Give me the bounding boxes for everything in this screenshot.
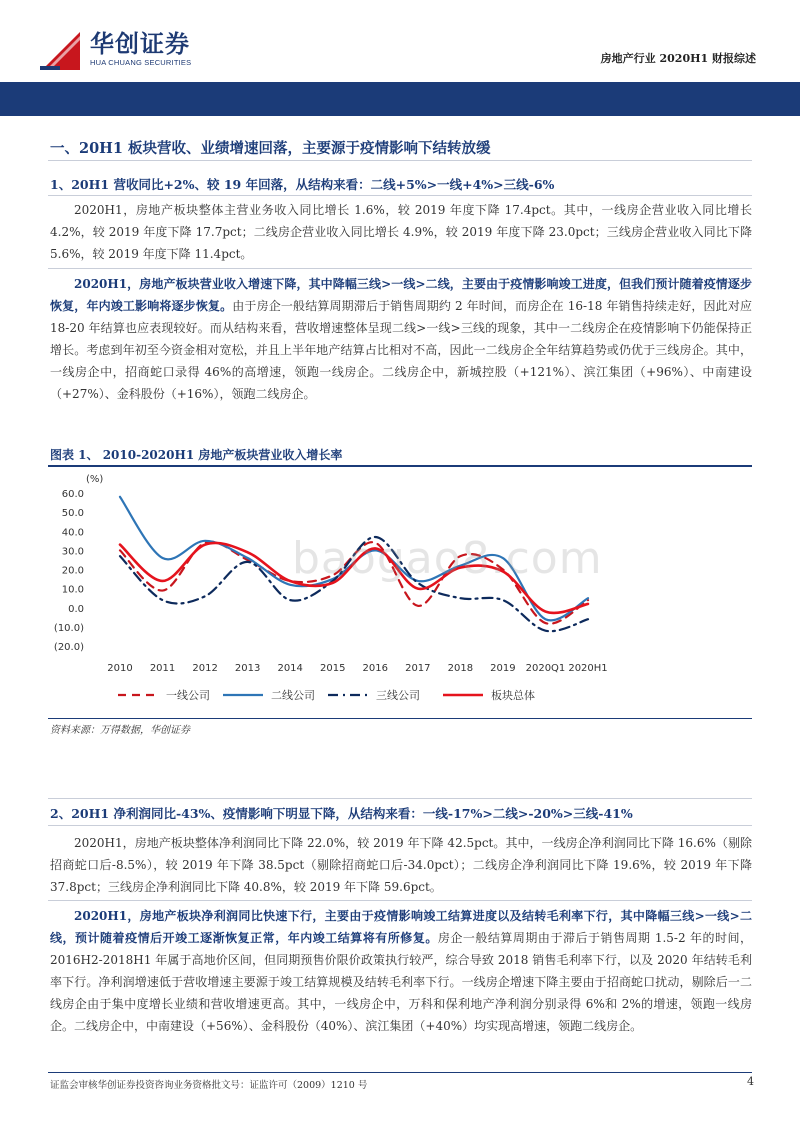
section-divider bbox=[48, 160, 752, 161]
subsection-title-profit: 2、20H1 净利润同比-43%、疫情影响下明显下降，从结构来看：一线-17%>二线>-20%>三线-41% bbox=[50, 806, 633, 821]
paragraph-profit-2-body: 房企一般结算周期由于滞后于销售周期 1.5-2 年的时间，2016H2-2018H1 年属于高地价区间，但同期预售价限价政策执行较严，综合导致 2018 销售毛利率下行，以及 2020 年结转毛利率下行。净利润增速低于营收增速主要源于竣工结算规模及结转毛利率下行。一线房企增速下降主要由于招商蛇口扰动，剔除后一二线房企由于集中度增长业绩和营收增速更高。其中，一线房企中，万科和保利地产净利润分别录得 6%和 2%的增速，领跑一线房企。二线房企中，中南建设（+56%）、金科股份（40%）、滨江集团（+40%）均实现高增速，领跑二线房企。 bbox=[50, 931, 752, 1033]
paragraph-profit-2-highlight: 2020H1，房地产板块净利润同比快速下行，主要由于疫情影响竣工结算进度以及结转毛利率下行，其中降幅三线>一线>二线，预计随着疫情后开竣工逐渐恢复正常，年内竣工结算将有所修复。 bbox=[50, 909, 752, 945]
y-tick-label: 10.0 bbox=[61, 584, 84, 596]
figure-top-rule bbox=[48, 465, 752, 467]
company-logo bbox=[40, 30, 230, 72]
figure-bottom-rule bbox=[48, 718, 752, 719]
y-tick-label: 20.0 bbox=[61, 565, 84, 577]
figure-title: 图表 1、 2010-2020H1 房地产板块营业收入增长率 bbox=[50, 448, 343, 462]
logo-mark-icon bbox=[40, 30, 84, 72]
x-tick-label: 2011 bbox=[149, 663, 176, 674]
x-tick-label: 2019 bbox=[490, 663, 516, 674]
x-tick-label: 2016 bbox=[362, 663, 388, 674]
x-tick-label: 2010 bbox=[107, 663, 133, 674]
subsection-divider bbox=[48, 825, 752, 826]
chart-legend bbox=[118, 688, 535, 702]
paragraph-divider bbox=[48, 900, 752, 901]
y-tick-label: 50.0 bbox=[61, 508, 84, 520]
x-tick-label: 2013 bbox=[234, 663, 261, 674]
logo-chinese-name: 华创证券 bbox=[90, 30, 190, 58]
x-tick-label: 2015 bbox=[320, 663, 346, 674]
paragraph-profit-1: 2020H1，房地产板块整体净利润同比下降 22.0%，较 2019 年下降 42.5pct。其中，一线房企净利润同比下降 16.6%（剔除招商蛇口后-8.5%），较 2019 年下降 38.5pct（剔除招商蛇口后-34.0pct）；二线房企净利润同比下降 19.6%，较 2019 年下降 37.8pct；三线房企净利润同比下降 40.8%，较 2019 年下降 59.6pct。 bbox=[50, 836, 752, 894]
revenue-growth-chart bbox=[48, 468, 752, 716]
x-axis bbox=[107, 663, 607, 674]
subsection-title-revenue: 1、20H1 营收同比+2%、较 19 年回落，从结构来看：二线+5%>一线+4%>三线-6% bbox=[50, 177, 555, 192]
paragraph-profit-2 bbox=[50, 905, 752, 1037]
footer-license: 证监会审核华创证券投资咨询业务资格批文号：证监许可（2009）1210 号 bbox=[50, 1080, 368, 1091]
figure-source: 资料来源：万得数据，华创证券 bbox=[50, 725, 190, 736]
section-title: 一、20H1 板块营收、业绩增速回落，主要源于疫情影响下结转放缓 bbox=[50, 140, 491, 157]
logo-english-name: HUA CHUANG SECURITIES bbox=[90, 58, 192, 67]
y-tick-label: 60.0 bbox=[61, 489, 84, 500]
y-axis-unit: (%) bbox=[86, 474, 104, 485]
x-tick-label: 2020Q1 bbox=[525, 663, 566, 674]
paragraph-revenue-2 bbox=[50, 273, 752, 405]
x-tick-label: 2017 bbox=[405, 663, 431, 674]
footer-rule bbox=[48, 1072, 752, 1073]
y-tick-label: (10.0) bbox=[53, 622, 84, 634]
legend-label: 三线公司 bbox=[376, 689, 420, 702]
y-axis bbox=[54, 474, 103, 653]
paragraph-divider bbox=[48, 268, 752, 269]
paragraph-revenue-1: 2020H1，房地产板块整体主营业务收入同比增长 1.6%，较 2019 年度下降 17.4pct。其中，一线房企营业收入同比增长 4.2%，较 2019 年度下降 17.7pct；二线房企营业收入同比增长 4.9%，较 2019 年度下降 23.0pct；三线房企营业收入同比下降 5.6%，较 2019 年度下降 11.4pct。 bbox=[50, 203, 752, 261]
legend-label: 板块总体 bbox=[491, 689, 535, 702]
paragraph-revenue-2-body: 由于房企一般结算周期滞后于销售周期约 2 年时间，而房企在 16-18 年销售持续走好，因此对应 18-20 年结算也应表现较好。而从结构来看，营收增速整体呈现二线>一线>三线的现象，其中一二线房企在疫情影响下仍能保持正增长。考虑到年初至今资金相对宽松，并且上半年地产结算占比相对不高，因此一二线房企全年结算趋势或仍优于三线房企。其中，一线房企中，招商蛇口录得 46%的高增速，领跑一线房企。二线房企中，新城控股（+121%）、滨江集团（+96%）、中南建设（+27%）、金科股份（+16%），领跑二线房企。 bbox=[50, 299, 752, 401]
subsection-divider bbox=[48, 798, 752, 799]
x-tick-label: 2012 bbox=[192, 663, 218, 674]
page-number: 4 bbox=[747, 1075, 754, 1088]
report-title: 房地产行业 2020H1 财报综述 bbox=[600, 52, 756, 65]
watermark-text: baogao8.com bbox=[292, 533, 603, 584]
header-band bbox=[0, 82, 800, 116]
y-tick-label: (20.0) bbox=[53, 642, 84, 653]
x-tick-label: 2018 bbox=[447, 663, 474, 674]
paragraph-revenue-2-highlight: 2020H1，房地产板块营业收入增速下降，其中降幅三线>一线>二线，主要由于疫情影响竣工进度，但我们预计随着疫情逐步恢复，年内竣工影响将逐步恢复。 bbox=[50, 277, 752, 313]
x-tick-label: 2014 bbox=[277, 663, 303, 674]
y-tick-label: 0.0 bbox=[68, 603, 84, 615]
y-tick-label: 30.0 bbox=[61, 546, 84, 558]
legend-label: 二线公司 bbox=[271, 689, 315, 702]
legend-label: 一线公司 bbox=[166, 689, 210, 702]
x-tick-label: 2020H1 bbox=[568, 663, 608, 674]
y-tick-label: 40.0 bbox=[61, 527, 84, 539]
subsection-divider bbox=[48, 195, 752, 196]
